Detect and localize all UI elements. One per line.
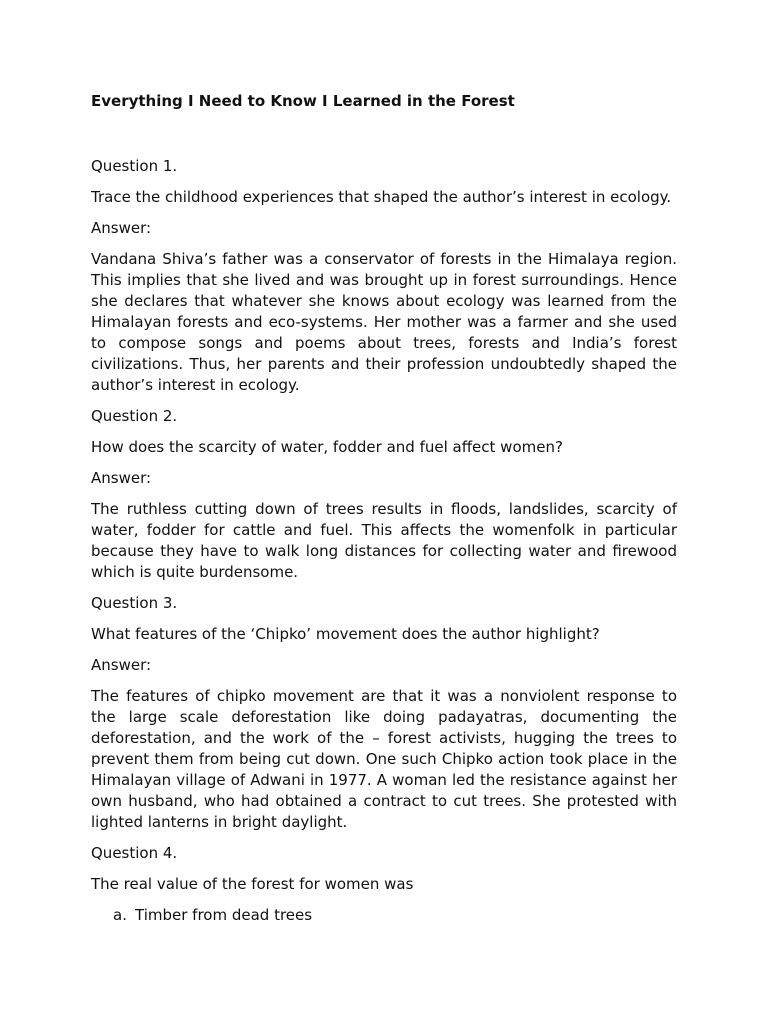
answer-label: Answer:: [91, 219, 152, 237]
question-label: Question 4.: [91, 844, 178, 862]
question-block-4: [91, 843, 677, 926]
question-block-1: [91, 156, 677, 396]
question-text: The real value of the forest for women was: [91, 875, 414, 893]
answer-label: Answer:: [91, 469, 152, 487]
option-list: [91, 905, 677, 926]
answer-label: Answer:: [91, 656, 152, 674]
answer-text: The ruthless cutting down of trees results in floods, landslides, scarcity of water, fodder for cattle and fuel. This affects the womenfolk in particular because they have to walk long distances for collecting water and firewood which is quite burdensome.: [91, 500, 677, 581]
option-item: [91, 905, 677, 926]
question-block-3: [91, 593, 677, 833]
question-label: Question 2.: [91, 407, 178, 425]
question-text: What features of the ‘Chipko’ movement does the author highlight?: [91, 625, 600, 643]
document-title: Everything I Need to Know I Learned in the Forest: [91, 92, 515, 110]
question-text: How does the scarcity of water, fodder and fuel affect women?: [91, 438, 563, 456]
question-text: Trace the childhood experiences that shaped the author’s interest in ecology.: [91, 188, 672, 206]
question-label: Question 1.: [91, 157, 178, 175]
option-letter: a.: [113, 906, 127, 924]
document-page: [91, 88, 677, 926]
question-label: Question 3.: [91, 594, 178, 612]
option-text: Timber from dead trees: [135, 906, 313, 924]
question-block-2: [91, 406, 677, 583]
answer-text: Vandana Shiva’s father was a conservator of forests in the Himalaya region. This implies that she lived and was brought up in forest surroundings. Hence she declares that whatever she knows about ecology was learned from the Himalayan forests and eco-systems. Her mother was a farmer and she used to compose songs and poems about trees, forests and India’s forest civilizations. Thus, her parents and their profession undoubtedly shaped the author’s interest in ecology.: [91, 250, 677, 394]
answer-text: The features of chipko movement are that it was a nonviolent response to the large scale deforestation like doing padayatras, documenting the deforestation, and the work of the – forest activists, hugging the trees to prevent them from being cut down. One such Chipko action took place in the Himalayan village of Adwani in 1977. A woman led the resistance against her own husband, who had obtained a contract to cut trees. She protested with lighted lanterns in bright daylight.: [91, 687, 677, 831]
